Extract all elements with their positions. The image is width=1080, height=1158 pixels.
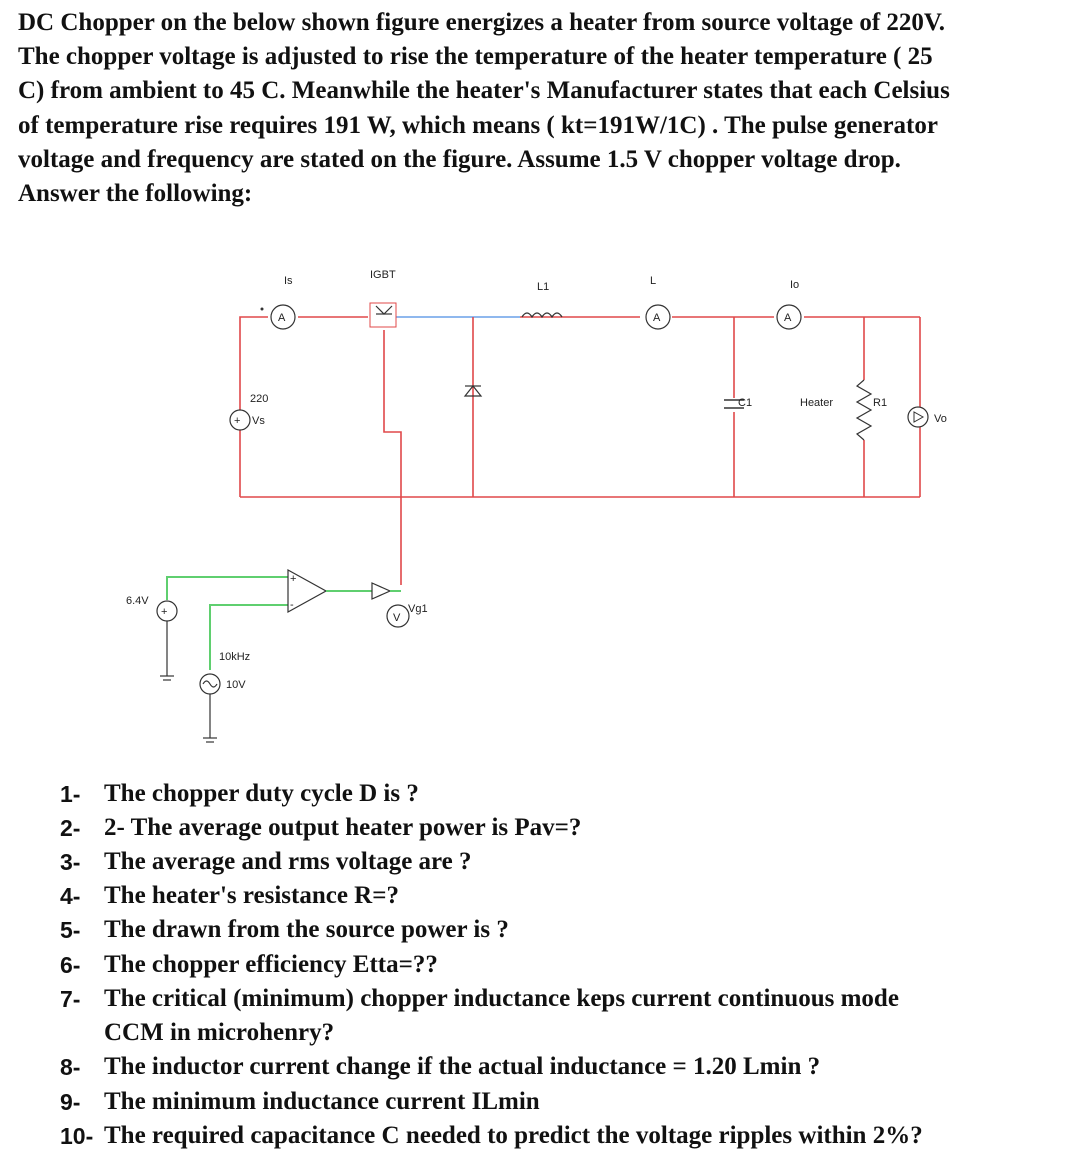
resistor-icon bbox=[857, 380, 871, 440]
intro-line: C) from ambient to 45 C. Meanwhile the heater's Manufacturer states that each Celsius bbox=[18, 77, 950, 105]
question-text: The required capacitance C needed to predict the voltage ripples within 2%? bbox=[104, 1122, 923, 1149]
voltage-probe-icon bbox=[908, 407, 928, 427]
ammeter-letter: A bbox=[278, 312, 286, 324]
is-label: Is bbox=[284, 275, 293, 287]
question-number: 5- bbox=[60, 917, 81, 943]
question-number: 1- bbox=[60, 781, 81, 807]
igbt-label: IGBT bbox=[370, 269, 396, 281]
wire-left-rail bbox=[240, 317, 268, 497]
intro-line: Answer the following: bbox=[18, 180, 253, 208]
question-text: The average and rms voltage are ? bbox=[104, 848, 472, 875]
intro-line: The chopper voltage is adjusted to rise the temperature of the heater temperature ( 25 bbox=[18, 43, 933, 71]
intro-line: of temperature rise requires 191 W, which means ( kt=191W/1C) . The pulse generator bbox=[18, 111, 938, 139]
question-text: The inductor current change if the actual inductance = 1.20 Lmin ? bbox=[104, 1053, 821, 1080]
question-number: 10- bbox=[60, 1123, 94, 1149]
question-text: The chopper duty cycle D is ? bbox=[104, 780, 419, 807]
l1-label: L1 bbox=[537, 281, 550, 293]
vs-name-label: Vs bbox=[252, 415, 265, 427]
question-text: The critical (minimum) chopper inductance keps current continuous mode bbox=[104, 985, 899, 1012]
question-number: 9- bbox=[60, 1089, 81, 1115]
question-text: The heater's resistance R=? bbox=[104, 882, 399, 909]
amp-label: 10V bbox=[226, 679, 246, 691]
dc-ref-label: 6.4V bbox=[126, 595, 149, 607]
gate-driver-icon bbox=[372, 583, 390, 599]
question-text: CCM in microhenry? bbox=[104, 1019, 335, 1046]
question-text: The drawn from the source power is ? bbox=[104, 916, 509, 943]
question-text: 2- The average output heater power is Pav=? bbox=[104, 814, 582, 841]
svg-text:-: - bbox=[290, 599, 294, 611]
l-label: L bbox=[650, 275, 657, 287]
ammeter-letter: A bbox=[653, 312, 661, 324]
question-text: The minimum inductance current ILmin bbox=[104, 1088, 540, 1115]
question-number: 2- bbox=[60, 815, 81, 841]
freq-label: 10kHz bbox=[219, 651, 251, 663]
question-number: 8- bbox=[60, 1054, 81, 1080]
question-text: The chopper efficiency Etta=?? bbox=[104, 951, 438, 978]
vo-label: Vo bbox=[934, 413, 947, 425]
vg1-label: Vg1 bbox=[408, 603, 428, 615]
question-number: 4- bbox=[60, 883, 81, 909]
svg-text:+: + bbox=[290, 573, 297, 585]
wire-igbt-gate bbox=[384, 330, 401, 585]
question-number: 3- bbox=[60, 849, 81, 875]
heater-label: Heater bbox=[800, 397, 834, 409]
voltmeter-letter: V bbox=[393, 612, 401, 624]
question-number: 6- bbox=[60, 952, 81, 978]
vs-value-label: 220 bbox=[250, 393, 269, 405]
question-number: 7- bbox=[60, 986, 81, 1012]
svg-text:+: + bbox=[161, 606, 168, 618]
intro-line: voltage and frequency are stated on the figure. Assume 1.5 V chopper voltage drop. bbox=[18, 145, 901, 173]
io-label: Io bbox=[790, 279, 800, 291]
wire-ref bbox=[167, 577, 288, 600]
intro-line: DC Chopper on the below shown figure energizes a heater from source voltage of 220V. bbox=[18, 9, 946, 36]
r1-label: R1 bbox=[873, 397, 888, 409]
ammeter-letter: A bbox=[784, 312, 792, 324]
c1-label: C1 bbox=[738, 397, 753, 409]
plus-icon: + bbox=[234, 415, 241, 427]
